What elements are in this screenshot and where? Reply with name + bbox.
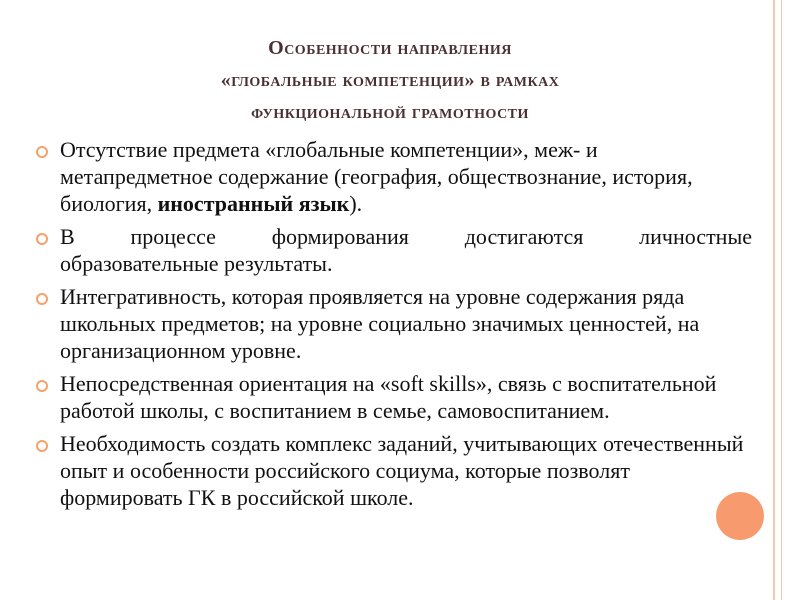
bullet-item-2 — [36, 223, 752, 277]
bullet-1-text: Отсутствие предмета «глобальные компетенции», меж- и метапредметное содержание (география, обществознание, история, биология, — [60, 137, 693, 216]
bullet-item-4 — [36, 370, 752, 424]
bullet-icon — [36, 440, 48, 452]
slide-title — [30, 32, 750, 128]
slide-border-line — [773, 0, 775, 600]
slide-border-line-thin — [781, 0, 782, 600]
bullet-3-text: Интегративность, которая проявляется на уровне содержания ряда школьных предметов; на уровне социально значимых ценностей, на организационном уровне. — [60, 284, 700, 363]
title-line-2: «глобальные компетенции» в рамках — [220, 69, 560, 91]
bullet-list — [36, 136, 752, 517]
bullet-icon — [36, 233, 48, 245]
title-line-1: Особенности направления — [268, 37, 512, 59]
bullet-item-3 — [36, 283, 752, 364]
bullet-2-line-1: В процессе формирования достигаются личностные — [60, 224, 752, 249]
bullet-item-5 — [36, 430, 752, 511]
bullet-item-1 — [36, 136, 752, 217]
bullet-icon — [36, 293, 48, 305]
title-line-3: функциональной грамотности — [251, 101, 529, 123]
bullet-icon — [36, 380, 48, 392]
bullet-5-text: Необходимость создать комплекс заданий, учитывающих отечественный опыт и особенности российского социума, которые позволят формировать ГК в российской школе. — [60, 431, 744, 510]
bullet-icon — [36, 146, 48, 158]
bullet-1-bold: иностранный язык — [157, 191, 350, 216]
bullet-2-line-2: образовательные результаты. — [60, 251, 333, 276]
bullet-4-text: Непосредственная ориентация на «soft skills», связь с воспитательной работой школы, с воспитанием в семье, самовоспитанием. — [60, 371, 717, 423]
bullet-1-text-end: ). — [349, 191, 363, 216]
